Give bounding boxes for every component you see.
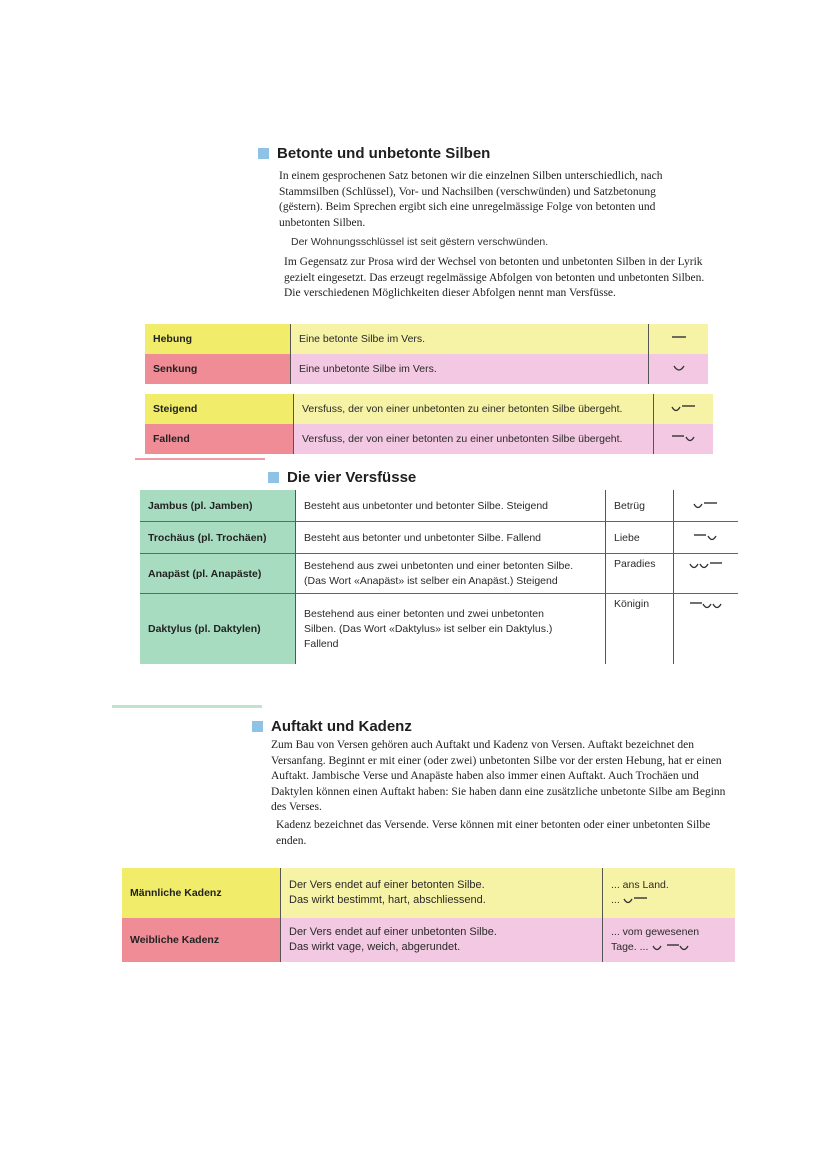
square-bullet-icon xyxy=(252,721,263,732)
row-example-line1: ... vom gewesenen xyxy=(611,926,700,938)
row-example: Betrüg xyxy=(605,490,673,522)
divider-line xyxy=(112,705,262,708)
row-label: Steigend xyxy=(145,394,293,424)
table2-row-anapaest xyxy=(140,554,738,594)
row-label: Anapäst (pl. Anapäste) xyxy=(140,554,295,594)
row-example-tage: Tage. ... xyxy=(611,941,649,953)
row-label: Trochäus (pl. Trochäen) xyxy=(140,522,295,554)
row-example-line2 xyxy=(611,893,650,908)
row-text-line1: Bestehend aus zwei unbetonten und einer betonten Silbe. xyxy=(304,559,574,572)
section3-paragraph1: Zum Bau von Versen gehören auch Auftakt und Kadenz von Versen. Auftakt bezeichnet den Versanfang. Beginnt er mit einer (oder zwei) unbetonten Silbe vor der ersten Hebung, hat er einen Auftakt. Jambische Verse und Anapäste haben also immer einen Auftakt. Auch Trochäen und Daktylen können einen Auftakt haben: Sie haben dann eine zusätzliche unbetonte Silbe am Beginn des Verses. xyxy=(271,739,726,813)
masculine-cadence-icon xyxy=(622,895,650,907)
unstressed-syllable-icon xyxy=(669,363,689,375)
row-text: Besteht aus unbetonter und betonter Silbe. Steigend xyxy=(295,490,605,522)
row-text: Versfuss, der von einer unbetonten zu einer betonten Silbe übergeht. xyxy=(293,394,653,424)
square-bullet-icon xyxy=(258,148,269,159)
row-label: Fallend xyxy=(145,424,293,454)
section2-heading xyxy=(268,469,416,486)
section1-heading-text: Betonte und unbetonte Silben xyxy=(277,145,491,162)
section3-heading-text: Auftakt und Kadenz xyxy=(271,718,412,735)
table3-row-weiblich xyxy=(122,918,735,962)
row-example-line2 xyxy=(611,940,693,955)
row-text-line2: Das wirkt bestimmt, hart, abschliessend. xyxy=(289,894,486,906)
row-example: Paradies xyxy=(605,554,673,594)
row-label: Senkung xyxy=(145,354,290,384)
anapaest-icon xyxy=(688,560,724,572)
row-text: Besteht aus betonter und unbetonter Silbe. Fallend xyxy=(295,522,605,554)
row-text-line2: (Das Wort «Anapäst» ist selber ein Anapäst.) Steigend xyxy=(304,574,558,587)
row-symbol xyxy=(673,554,738,594)
dactyl-icon xyxy=(688,600,724,612)
table1-row-fallend xyxy=(145,424,713,454)
row-example xyxy=(602,868,735,918)
section3-paragraph2: Kadenz bezeichnet das Versende. Verse können mit einer betonten oder einer unbetonten Silbe enden. xyxy=(276,819,711,847)
row-text-line2: Das wirkt vage, weich, abgerundet. xyxy=(289,941,461,953)
section1-example: Der Wohnungsschlüssel ist seit gëstern verschwünden. xyxy=(291,236,549,248)
row-label: Männliche Kadenz xyxy=(122,868,280,918)
row-symbol xyxy=(653,394,713,424)
row-example: Königin xyxy=(605,594,673,664)
row-label: Daktylus (pl. Daktylen) xyxy=(140,594,295,664)
row-symbol xyxy=(673,522,738,554)
rising-foot-icon xyxy=(670,403,698,415)
row-label: Weibliche Kadenz xyxy=(122,918,280,962)
row-text-line1: Der Vers endet auf einer unbetonten Silbe. xyxy=(289,926,497,938)
section1-heading xyxy=(258,145,490,162)
row-example xyxy=(602,918,735,962)
section1-paragraph1: In einem gesprochenen Satz betonen wir die einzelnen Silben unterschiedlich, nach Stammsilben (Schlüssel), Vor- und Nachsilben (verschwünden) und Satzbetonung (gëstern). Beim Sprechen ergibt sich eine unregelmässige Folge von betonten und unbetonten Silben. xyxy=(279,170,663,229)
table2-row-trochaeus xyxy=(140,522,738,554)
row-example: Liebe xyxy=(605,522,673,554)
row-symbol xyxy=(653,424,713,454)
trochee-icon xyxy=(692,532,720,544)
feminine-cadence-icon xyxy=(651,942,693,954)
table1-row-senkung xyxy=(145,354,708,384)
row-text-line1: Bestehend aus einer betonten und zwei unbetonten xyxy=(304,607,544,620)
row-text xyxy=(295,554,605,594)
row-example-ellipsis: ... xyxy=(611,894,620,906)
section3-heading xyxy=(252,718,412,735)
row-text: Eine unbetonte Silbe im Vers. xyxy=(290,354,648,384)
row-text xyxy=(295,594,605,664)
row-text-line3: Fallend xyxy=(304,637,339,650)
stressed-syllable-icon xyxy=(669,333,689,345)
row-symbol xyxy=(648,324,708,354)
row-text xyxy=(280,918,602,962)
square-bullet-icon xyxy=(268,472,279,483)
row-label: Jambus (pl. Jamben) xyxy=(140,490,295,522)
row-symbol xyxy=(673,490,738,522)
iamb-icon xyxy=(692,500,720,512)
section1-paragraph2: Im Gegensatz zur Prosa wird der Wechsel von betonten und unbetonten Silben in der Lyrik gezielt eingesetzt. Das erzeugt regelmässige Abfolgen von betonten und unbetonten Silben. Die verschiedenen Möglichkeiten dieser Abfolgen nennt man Versfüsse. xyxy=(284,256,705,299)
row-example-line1: ... ans Land. xyxy=(611,879,669,891)
row-symbol xyxy=(648,354,708,384)
row-symbol xyxy=(673,594,738,664)
row-text xyxy=(280,868,602,918)
table3-row-maennlich xyxy=(122,868,735,918)
row-text-line1: Der Vers endet auf einer betonten Silbe. xyxy=(289,879,485,891)
row-label: Hebung xyxy=(145,324,290,354)
table1-row-hebung xyxy=(145,324,708,354)
table1-row-steigend xyxy=(145,394,713,424)
section2-heading-text: Die vier Versfüsse xyxy=(287,469,417,486)
falling-foot-icon xyxy=(670,433,698,445)
table2-row-jambus xyxy=(140,490,738,522)
divider-line xyxy=(135,458,265,460)
row-text: Eine betonte Silbe im Vers. xyxy=(290,324,648,354)
row-text-line2: Silben. (Das Wort «Daktylus» ist selber ein Daktylus.) xyxy=(304,622,553,635)
table2-row-daktylus xyxy=(140,594,738,664)
row-text: Versfuss, der von einer betonten zu einer unbetonten Silbe übergeht. xyxy=(293,424,653,454)
